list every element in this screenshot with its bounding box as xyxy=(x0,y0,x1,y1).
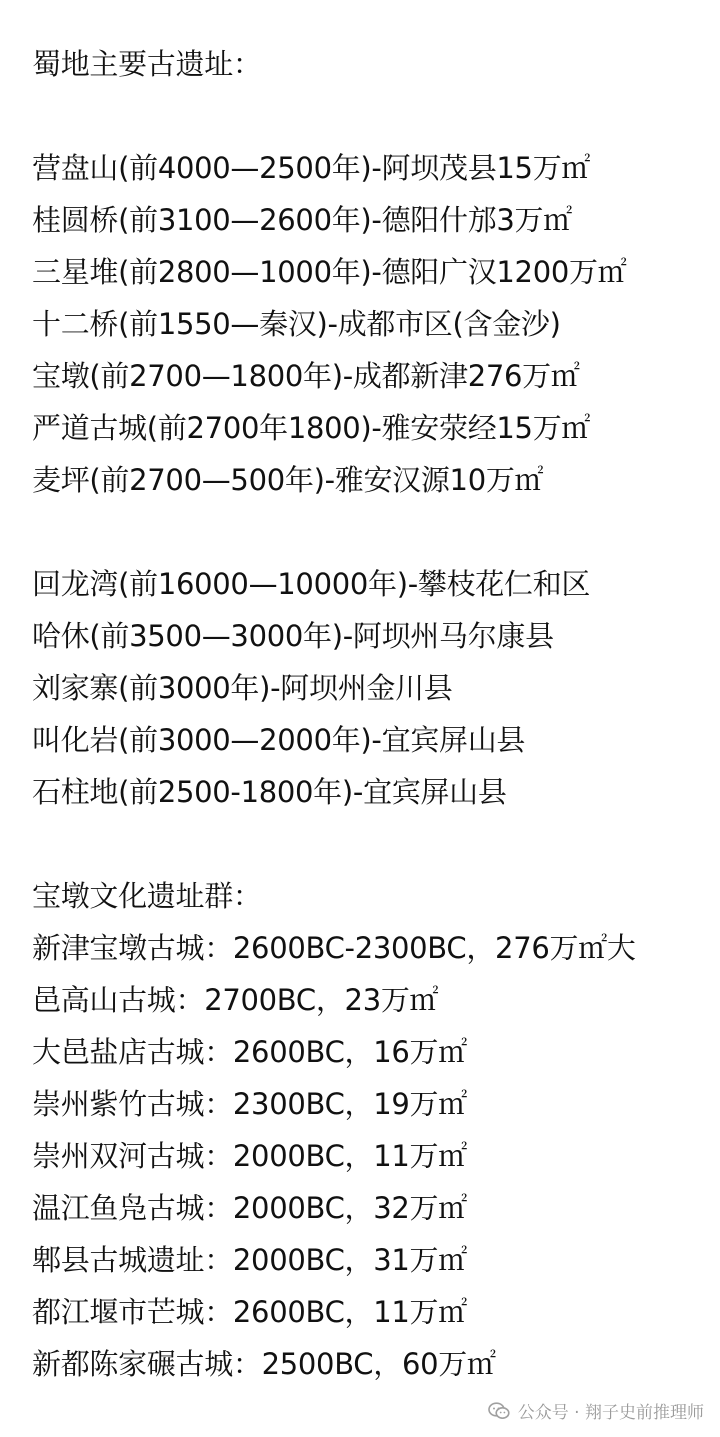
site-line: 三星堆(前2800—1000年)-德阳广汉1200万㎡ xyxy=(32,255,627,289)
city-line: 温江鱼凫古城：2000BC，32万㎡ xyxy=(32,1191,467,1225)
site-line: 营盘山(前4000—2500年)-阿坝茂县15万㎡ xyxy=(32,151,591,185)
site-line: 回龙湾(前16000—10000年)-攀枝花仁和区 xyxy=(32,567,591,601)
spacer xyxy=(32,90,702,142)
site-line: 严道古城(前2700年1800)-雅安荥经15万㎡ xyxy=(32,411,591,445)
site-line: 桂圆桥(前3100—2600年)-德阳什邡3万㎡ xyxy=(32,203,572,237)
wechat-icon xyxy=(488,1402,510,1420)
site-line: 哈休(前3500—3000年)-阿坝州马尔康县 xyxy=(32,619,554,653)
city-line: 邑高山古城：2700BC，23万㎡ xyxy=(32,983,439,1017)
city-line: 大邑盐店古城：2600BC，16万㎡ xyxy=(32,1035,467,1069)
site-line: 刘家寨(前3000年)-阿坝州金川县 xyxy=(32,671,453,705)
spacer xyxy=(32,818,702,870)
city-line: 崇州紫竹古城：2300BC，19万㎡ xyxy=(32,1087,467,1121)
city-line: 崇州双河古城：2000BC，11万㎡ xyxy=(32,1139,467,1173)
document-body xyxy=(32,38,702,1390)
group-title: 宝墩文化遗址群： xyxy=(32,879,262,913)
city-line: 郫县古城遗址：2000BC，31万㎡ xyxy=(32,1243,467,1277)
city-line: 新津宝墩古城：2600BC-2300BC，276万㎡大 xyxy=(32,931,636,965)
site-line: 叫化岩(前3000—2000年)-宜宾屏山县 xyxy=(32,723,526,757)
spacer xyxy=(32,506,702,558)
city-line: 新都陈家碾古城：2500BC，60万㎡ xyxy=(32,1347,496,1381)
site-line: 宝墩(前2700—1800年)-成都新津276万㎡ xyxy=(32,359,580,393)
site-line: 十二桥(前1550—秦汉)-成都市区(含金沙) xyxy=(32,307,561,341)
watermark-text: 公众号 · 翔子史前推理师 xyxy=(517,1403,704,1423)
watermark xyxy=(488,1398,704,1423)
site-line: 石柱地(前2500-1800年)-宜宾屏山县 xyxy=(32,775,507,809)
city-line: 都江堰市芒城：2600BC，11万㎡ xyxy=(32,1295,467,1329)
site-line: 麦坪(前2700—500年)-雅安汉源10万㎡ xyxy=(32,463,544,497)
section-title: 蜀地主要古遗址： xyxy=(32,47,262,81)
